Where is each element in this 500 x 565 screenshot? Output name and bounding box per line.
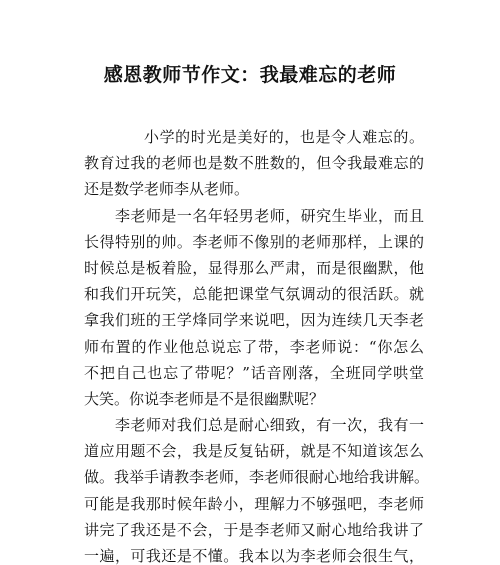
text-line: 长得特别的帅。李老师不像别的老师那样，上课的 (84, 232, 424, 251)
text-line: 和我们开玩笑，总能把课堂气氛调动的很活跃。就 (84, 285, 424, 304)
text-line: 李老师是一名年轻男老师，研究生毕业，而且 (115, 206, 424, 225)
document-title: 感恩教师节作文：我最难忘的老师 (103, 64, 397, 86)
text-line: 拿我们班的王学烽同学来说吧，因为连续几天李老 (84, 311, 424, 330)
text-line: 一遍，可我还是不懂。我本以为李老师会很生气， (84, 547, 424, 565)
text-line: 不把自己也忘了带呢？”话音刚落，全班同学哄堂 (84, 363, 424, 382)
text-line: 做。我举手请教李老师，李老师很耐心地给我讲解。 (84, 468, 430, 487)
text-line: 李老师对我们总是耐心细致，有一次，我有一 (115, 416, 424, 435)
text-line: 小学的时光是美好的，也是令人难忘的。 (144, 128, 424, 146)
text-line: 大笑。你说李老师是不是很幽默呢？ (84, 389, 325, 408)
text-line: 还是数学老师李从老师。 (84, 180, 250, 199)
text-line: 时候总是板着脸，显得那么严肃，而是很幽默，他 (84, 258, 424, 277)
text-line: 讲完了我还是不会，于是李老师又耐心地给我讲了 (84, 520, 424, 539)
text-line: 师布置的作业他总说忘了带，李老师说：“你怎么 (84, 337, 424, 356)
text-line: 可能是我那时候年龄小，理解力不够强吧，李老师 (84, 494, 424, 513)
text-line: 教育过我的老师也是数不胜数的，但令我最难忘的 (84, 154, 424, 173)
document-body (84, 124, 430, 565)
text-line: 道应用题不会，我是反复钻研，就是不知道该怎么 (84, 442, 424, 461)
